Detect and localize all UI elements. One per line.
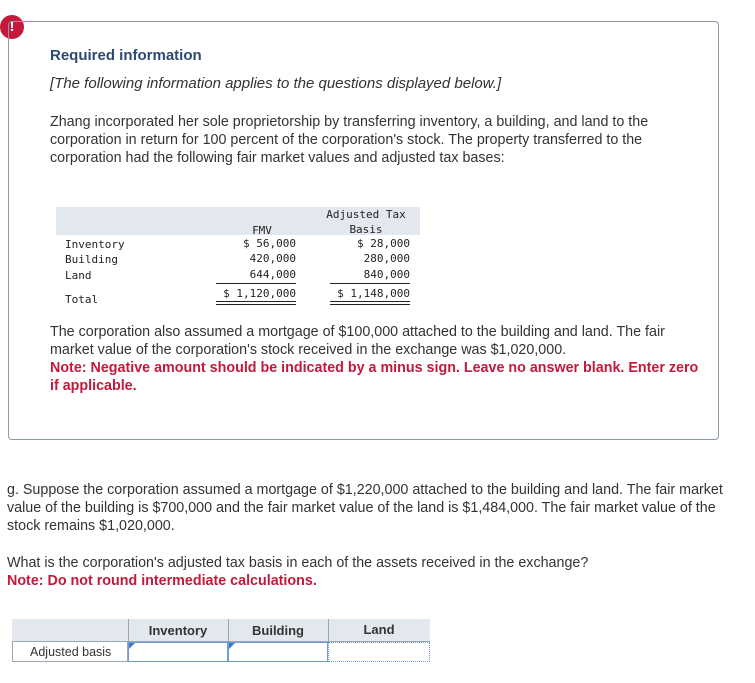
rounding-note: Note: Do not round intermediate calculations. [7,573,317,589]
after-table-text [50,323,700,395]
building-input-marker-icon [229,643,235,649]
row-label-adjusted-basis: Adjusted basis [30,645,112,659]
basis-header-line2: Basis [349,223,383,236]
question-g-text: g. Suppose the corporation assumed a mortgage of $1,220,000 attached to the building and land. The fair market value of the building is $700,000 and the fair market value of the land is $1,484,000. The fair market value of the stock remains $1,020,000. [7,482,723,534]
fmv-total: $ 1,120,000 [223,287,296,300]
land-basis-input[interactable] [328,642,430,662]
question-prompt-block [7,554,752,590]
basis-subtotal-rule [330,283,410,284]
column-header-land: Land [363,622,395,637]
building-basis-input[interactable] [228,642,328,662]
fmv-total-rule-2 [216,304,296,305]
row-label-building: Building [65,253,118,266]
required-information-title: Required information [50,47,202,64]
fmv-inventory: $ 56,000 [243,237,296,250]
required-information-subtitle: [The following information applies to the questions displayed below.] [50,75,502,92]
basis-total-rule-2 [330,304,410,305]
basis-header-line1: Adjusted Tax [326,208,406,221]
question-prompt: What is the corporation's adjusted tax basis in each of the assets received in the exchange? [7,555,589,571]
negative-amount-note: Note: Negative amount should be indicated by a minus sign. Leave no answer blank. Enter zero if applicable. [50,360,699,394]
fmv-building: 420,000 [249,252,296,265]
basis-total-rule-1 [330,301,410,302]
row-label-inventory: Inventory [65,238,125,251]
inventory-basis-input[interactable] [128,642,228,662]
inventory-input-marker-icon [129,643,135,649]
fmv-total-rule-1 [216,301,296,302]
fmv-header: FMV [252,224,272,237]
row-label-total: Total [65,293,99,306]
alert-icon: ! [0,15,24,39]
basis-land: 840,000 [363,268,410,281]
basis-total: $ 1,148,000 [337,287,410,300]
basis-inventory: $ 28,000 [357,237,410,250]
fmv-subtotal-rule [216,283,296,284]
column-header-building: Building [252,623,304,638]
row-label-land: Land [65,269,92,282]
column-header-inventory: Inventory [148,623,208,638]
basis-building: 280,000 [363,252,410,265]
mortgage-text: The corporation also assumed a mortgage of $100,000 attached to the building and land. The fair market value of the corporation's stock received in the exchange was $1,020,000. [50,324,665,358]
fmv-land: 644,000 [249,268,296,281]
intro-text: Zhang incorporated her sole proprietorship by transferring inventory, a building, and land to the corporation in return for 100 percent of the corporation's stock. The property transferred to the corporation had the following fair market values and adjusted tax bases: [50,114,649,166]
